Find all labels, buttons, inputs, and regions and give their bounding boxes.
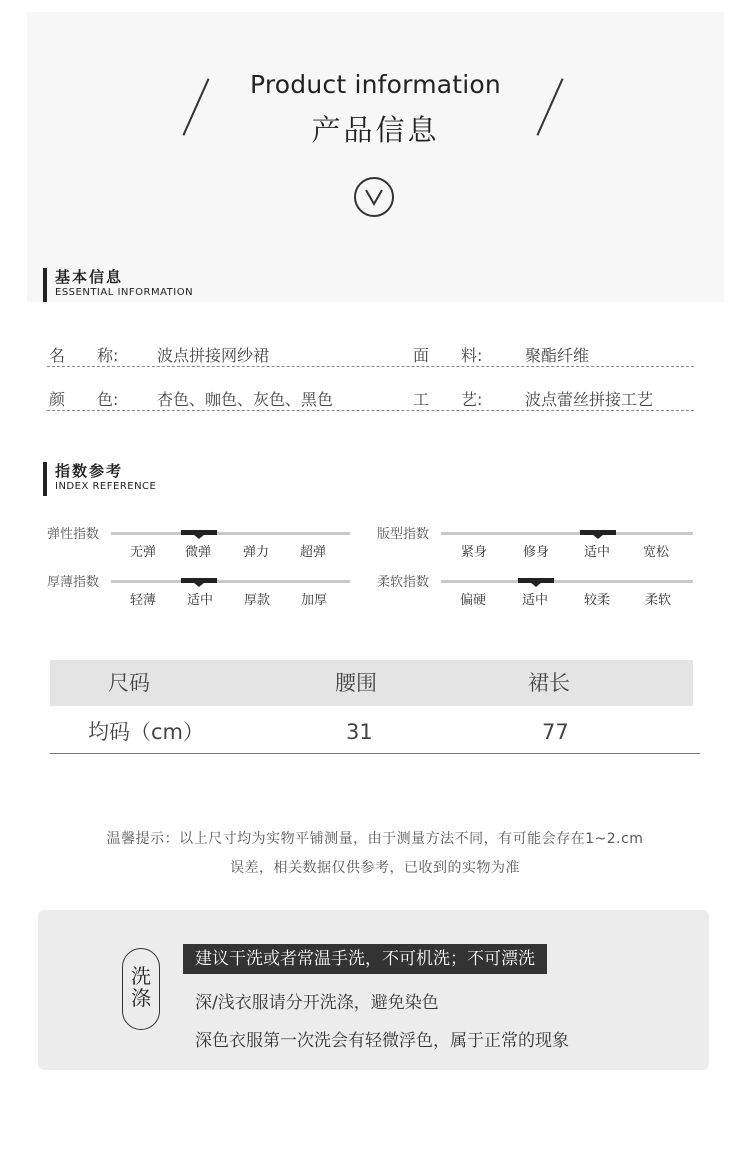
banner-title-en: Product information <box>250 70 501 99</box>
info-key: 面 料: <box>413 346 483 365</box>
scale-option: 适中 <box>522 593 549 608</box>
scale-softness <box>377 571 695 611</box>
scale-option: 厚款 <box>244 593 271 608</box>
banner-title-cn: 产品信息 <box>311 113 440 147</box>
scale-selected-marker <box>580 530 616 535</box>
scale-label: 柔软指数 <box>377 575 430 590</box>
size-table-header <box>50 660 693 706</box>
scale-option: 轻薄 <box>130 593 157 608</box>
care-instruction: 深/浅衣服请分开洗涤，避免染色 <box>195 993 439 1013</box>
index-reference-heading-en: INDEX REFERENCE <box>55 481 157 492</box>
scale-option: 修身 <box>523 545 550 560</box>
table-cell: 均码（cm） <box>88 720 205 744</box>
index-reference-heading <box>43 462 156 496</box>
measurement-tip-line-2: 误差，相关数据仅供参考，已收到的实物为准 <box>230 860 520 876</box>
scale-fit <box>377 523 695 563</box>
scale-option: 弹力 <box>243 545 270 560</box>
scale-option: 超弹 <box>300 545 327 560</box>
washing-care-panel <box>38 910 709 1070</box>
product-info-banner <box>27 12 724 302</box>
care-instruction-highlight: 建议干洗或者常温手洗，不可机洗；不可漂洗 <box>183 944 547 974</box>
scale-option: 柔软 <box>645 593 672 608</box>
scale-option: 较柔 <box>584 593 611 608</box>
scale-label: 版型指数 <box>377 527 430 542</box>
measurement-tip-line-1: 温馨提示：以上尺寸均为实物平铺测量，由于测量方法不同，有可能会存在1~2.cm <box>106 831 644 847</box>
header-cell: 尺码 <box>108 671 150 695</box>
scale-thickness <box>47 571 352 611</box>
basic-info-heading-en: ESSENTIAL INFORMATION <box>55 287 194 298</box>
scale-option: 微弹 <box>185 545 212 560</box>
scale-option: 适中 <box>187 593 214 608</box>
table-cell: 31 <box>346 720 373 744</box>
scale-option: 紧身 <box>461 545 488 560</box>
info-row <box>47 381 694 411</box>
header-cell: 腰围 <box>335 671 377 695</box>
wash-icon-text-top: 洗 <box>131 964 151 988</box>
scale-selected-marker <box>518 578 554 583</box>
info-value: 波点蕾丝拼接工艺 <box>525 390 654 409</box>
scale-selected-marker <box>181 530 217 535</box>
info-key: 颜 色: <box>49 390 119 409</box>
info-key: 工 艺: <box>413 390 483 409</box>
scale-elasticity <box>47 523 352 563</box>
info-key: 名 称: <box>49 346 119 365</box>
basic-info-heading <box>43 268 193 302</box>
scale-option: 适中 <box>584 545 611 560</box>
scale-track <box>111 580 350 583</box>
scale-label: 厚薄指数 <box>47 575 100 590</box>
wash-icon <box>122 948 160 1030</box>
scale-label: 弹性指数 <box>47 527 100 542</box>
scale-option: 宽松 <box>643 545 670 560</box>
wash-icon-text-bottom: 涤 <box>131 986 151 1010</box>
scale-option: 偏硬 <box>460 593 487 608</box>
info-value: 聚酯纤维 <box>525 346 590 365</box>
scale-option: 加厚 <box>301 593 328 608</box>
scale-option: 无弹 <box>130 545 157 560</box>
table-cell: 77 <box>542 720 569 744</box>
scale-track <box>111 532 350 535</box>
table-row <box>50 706 700 754</box>
basic-info-heading-cn: 基本信息 <box>55 268 124 286</box>
care-instruction: 深色衣服第一次洗会有轻微浮色，属于正常的现象 <box>195 1031 569 1051</box>
scale-track <box>441 580 693 583</box>
index-reference-heading-cn: 指数参考 <box>55 462 124 480</box>
size-table <box>50 660 700 754</box>
info-value: 杏色、咖色、灰色、黑色 <box>157 390 334 409</box>
info-row <box>47 337 694 367</box>
chevron-down-circle-icon <box>354 177 394 217</box>
scale-selected-marker <box>181 578 217 583</box>
info-value: 波点拼接网纱裙 <box>157 346 270 365</box>
header-cell: 裙长 <box>528 671 570 695</box>
scale-track <box>441 532 693 535</box>
